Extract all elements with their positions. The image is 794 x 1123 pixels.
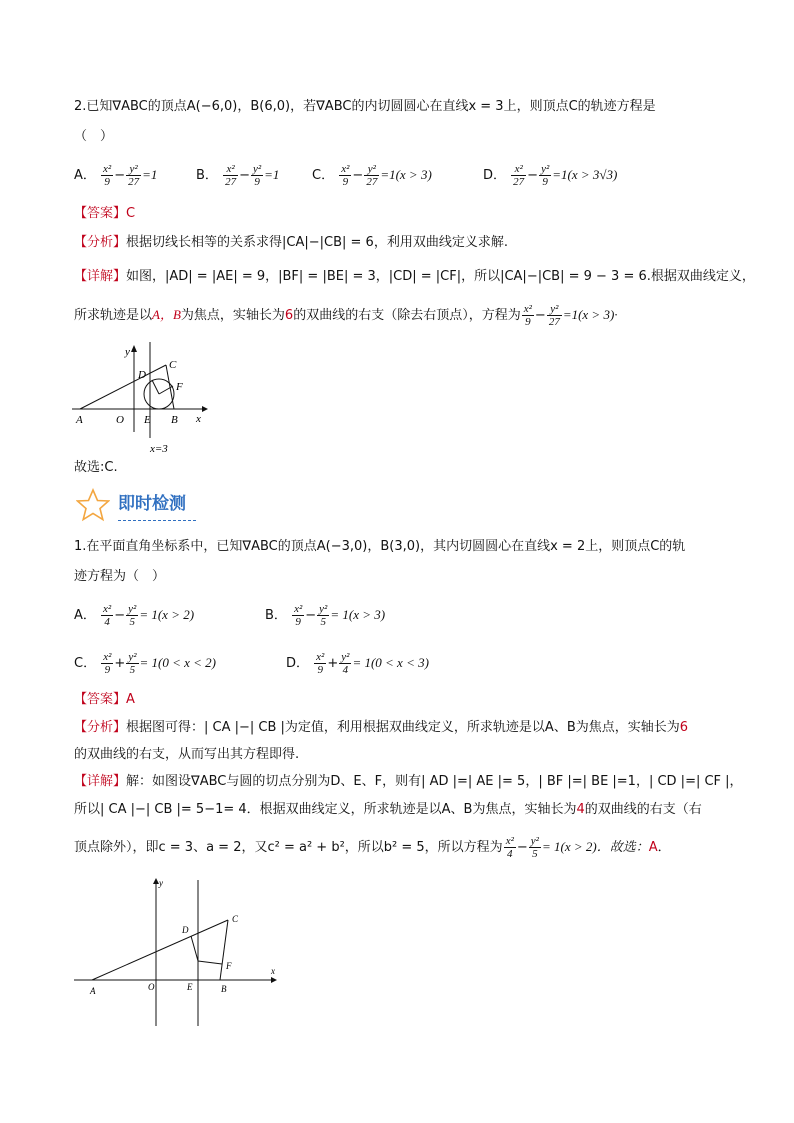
label-y: y: [159, 878, 163, 888]
q1-analysis-line2: 的双曲线的右支，从而写出其方程即得.: [74, 747, 300, 762]
label-x: x: [271, 966, 275, 976]
radius-d: [152, 380, 159, 394]
label-b: B: [171, 414, 178, 426]
x-axis-arrow: [271, 977, 277, 983]
label-a: A: [76, 414, 83, 426]
label-a: A: [90, 986, 96, 996]
label-c: C: [232, 914, 239, 924]
section-title: 即时检测: [118, 494, 186, 514]
q2-answer: 【答案】C: [74, 206, 136, 221]
q2-detail-line2: 所求轨迹是以A，B为焦点，实轴长为6的双曲线的右支（除去右顶点），方程为 $\frac{\text{x²}}{9}$ − $\frac{\text{y²}}{27}$ =1(x > 3)·: [74, 303, 618, 328]
q2-stem-line2: （ ）: [74, 129, 114, 144]
q1-detail-line1: 【详解】解：如图设∇ABC与圆的切点分别为D、E、F，则有| AD |=| AE |= 5，| BF |=| BE |=1，| CD |=| CF |，: [74, 774, 743, 789]
q2-stem-line1: 2.已知∇ABC的顶点A(−6,0)，B(6,0)，若∇ABC的内切圆圆心在直线x = 3上，则顶点C的轨迹方程是: [74, 99, 656, 114]
label-b: B: [221, 984, 227, 994]
y-axis-arrow: [131, 345, 137, 352]
side-ac: [80, 365, 166, 409]
q1-figure: [70, 876, 285, 1031]
label-e: E: [187, 982, 193, 992]
section-underline: [118, 520, 196, 521]
q2-option-d: D． $\frac{\text{x²}}{27}$ − $\frac{\text{y²}}{9}$ =1(x > 3√3): [483, 163, 618, 188]
q1-option-c: C． $\frac{\text{x²}}{9}$ + $\frac{\text{y²}}{5}$ = 1(0 < x < 2): [74, 651, 216, 676]
label-f: F: [176, 381, 183, 393]
q2-detail-line1: 【详解】如图，|AD| = |AE| = 9，|BF| = |BE| = 3，|CD| = |CF|，所以|CA|−|CB| = 9 − 3 = 6.根据双曲线定义，: [74, 269, 755, 284]
label-x: x: [196, 413, 201, 425]
label-e: E: [144, 414, 151, 426]
q1-detail-line2: 所以| CA |−| CB |= 5−1= 4．根据双曲线定义，所求轨迹是以A、B为焦点，实轴长为4的双曲线的右支（右: [74, 802, 702, 817]
q2-option-c: C． $\frac{\text{x²}}{9}$ − $\frac{\text{y²}}{27}$ =1(x > 3): [312, 163, 432, 188]
q2-analysis: 【分析】根据切线长相等的关系求得|CA|−|CB| = 6，利用双曲线定义求解.: [74, 235, 508, 250]
q1-option-d: D． $\frac{\text{x²}}{9}$ + $\frac{\text{y²}}{4}$ = 1(0 < x < 3): [286, 651, 429, 676]
q1-stem-line1: 1.在平面直角坐标系中，已知∇ABC的顶点A(−3,0)，B(3,0)，其内切圆圆心在直线x = 2上，则顶点C的轨: [74, 539, 686, 554]
radius-d: [191, 936, 198, 961]
label-y: y: [125, 346, 130, 358]
label-o: O: [116, 414, 124, 426]
q2-option-a: A． $\frac{\text{x²}}{9}$ − $\frac{\text{y²}}{27}$ =1: [74, 163, 158, 188]
label-c: C: [169, 359, 177, 371]
q2-choose: 故选:C.: [74, 460, 118, 475]
label-o: O: [148, 982, 155, 992]
q1-detail-line3: 顶点除外），即c = 3、a = 2，又c² = a² + b²，所以b² = 5，所以方程为 $\frac{\text{x²}}{4}$ − $\frac{\text{y²}}{5}$ = 1(x > 2)．故选：A．: [74, 835, 671, 860]
q1-answer: 【答案】A: [74, 692, 135, 707]
side-ac: [92, 920, 228, 980]
q1-stem-line2: 迹方程为（ ）: [74, 569, 166, 584]
label-line: x=3: [150, 443, 168, 455]
radius-f: [198, 961, 222, 964]
label-d: D: [138, 369, 146, 381]
q1-option-b: B． $\frac{\text{x²}}{9}$ − $\frac{\text{y²}}{5}$ = 1(x > 3): [265, 603, 386, 628]
q1-option-a: A． $\frac{\text{x²}}{4}$ − $\frac{\text{y²}}{5}$ = 1(x > 2): [74, 603, 195, 628]
side-cb: [220, 920, 228, 980]
label-f: F: [226, 961, 232, 971]
q2-figure: [70, 340, 220, 460]
q1-analysis-line1: 【分析】根据图可得：| CA |−| CB |为定值，利用根据双曲线定义，所求轨迹是以A、B为焦点，实轴长为6: [74, 720, 689, 735]
star-icon: [76, 488, 110, 522]
q2-option-b: B． $\frac{\text{x²}}{27}$ − $\frac{\text{y²}}{9}$ =1: [196, 163, 280, 188]
x-axis-arrow: [202, 406, 208, 412]
label-d: D: [182, 925, 189, 935]
